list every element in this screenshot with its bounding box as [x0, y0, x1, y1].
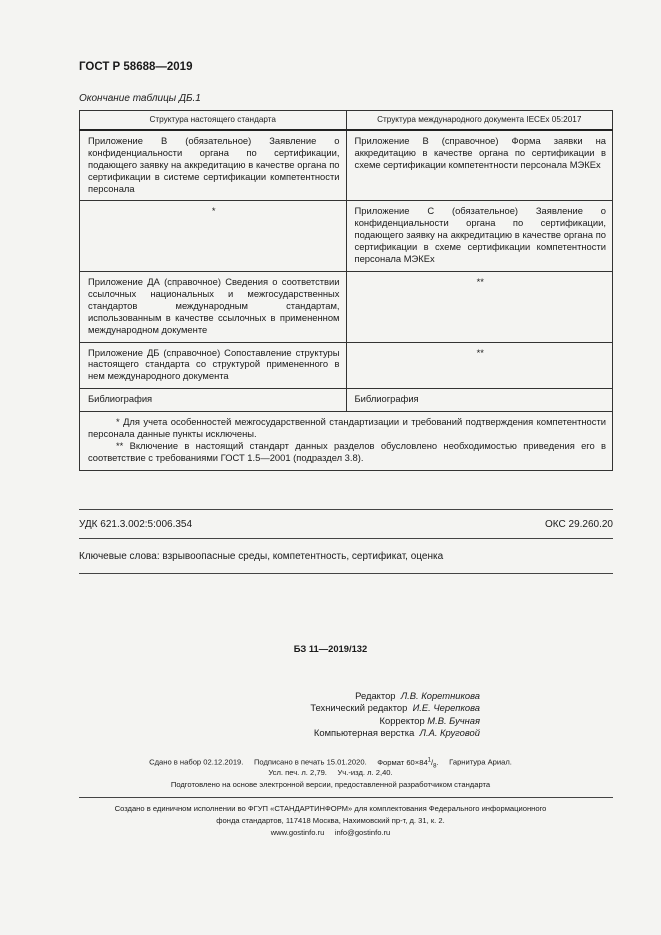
format-frac-num: 1	[427, 757, 432, 763]
credit-role: Технический редактор	[310, 702, 408, 714]
credit-line	[180, 690, 480, 702]
format-frac-den: 8	[433, 763, 437, 770]
comparison-table	[79, 110, 613, 471]
table-cell: Библиография	[80, 389, 347, 412]
column-header: Структура настоящего стандарта	[80, 111, 347, 130]
table-cell: Приложение В (обязательное) Заявление о конфиденциальности органа по сертификации, подающего заявку на аккредитацию в качестве органа по сертификации в системе сертификации компетентности персонала	[80, 130, 347, 201]
imprint-sdano: Сдано в набор 02.12.2019.	[149, 757, 244, 767]
divider	[79, 573, 613, 574]
credit-role: Корректор	[379, 714, 425, 726]
bz-number: БЗ 11—2019/132	[293, 643, 368, 654]
table-notes	[80, 412, 613, 471]
credit-line	[180, 702, 480, 714]
credits-block	[180, 690, 480, 740]
imprint-garnitura: Гарнитура Ариал.	[449, 757, 512, 767]
table-notes-row	[80, 412, 613, 471]
divider	[79, 538, 613, 539]
table-cell: Приложение ДБ (справочное) Сопоставление структуры настоящего стандарта со структурой примененного в нем международного документа	[80, 342, 347, 389]
table-cell: Приложение С (обязательное) Заявление о конфиденциальности органа по сертификации, подающего заявку на аккредитацию в качестве органа по сертификации в схеме сертификации компетентности персонала МЭКЕх	[346, 201, 613, 272]
credit-line	[180, 727, 480, 739]
imprint-format: Формат $60\times 84^1/_8$.	[377, 757, 439, 770]
imprint-prepared: Подготовлено на основе электронной версии, предоставленной разработчиком стандарта	[170, 780, 491, 789]
imprint-line	[0, 767, 661, 779]
oks-code: ОКС 29.260.20	[545, 519, 613, 530]
credit-line	[180, 715, 480, 727]
table-row	[80, 271, 613, 342]
credit-role: Редактор	[355, 690, 396, 701]
imprint-podpisano: Подписано в печать 15.01.2020.	[253, 757, 367, 767]
footer-contacts	[0, 827, 661, 839]
column-header: Структура международного документа IECEx 05:2017	[346, 111, 613, 130]
table-row	[80, 130, 613, 201]
email-link[interactable]: info@gostinfo.ru	[334, 828, 391, 837]
website-link[interactable]: www.gostinfo.ru	[270, 828, 325, 837]
udk-code: УДК 621.3.002:5:006.354	[79, 519, 193, 530]
table-cell: **	[346, 342, 613, 389]
table-cell: Приложение ДА (справочное) Сведения о соответствии ссылочных национальных и межгосударственных стандартов международным стандартам, использованным в качестве ссылочных в примененном международном документе	[80, 271, 347, 342]
table-row	[80, 342, 613, 389]
table-header-row	[80, 111, 613, 130]
credit-name: Л.В. Коретникова	[400, 690, 480, 701]
divider	[79, 797, 613, 798]
format-value: Формат 60×84	[377, 757, 428, 767]
table-note: * Для учета особенностей межгосударственной стандартизации и требований подтверждения компетентности персонала данные пункты исключены.	[88, 416, 606, 440]
table-cell: Приложение В (справочное) Форма заявки на аккредитацию в качестве органа по сертификации в схеме сертификации компетентности персонала МЭКЕх	[346, 130, 613, 201]
table-cell: Библиография	[346, 389, 613, 412]
document-header: ГОСТ Р 58688—2019	[79, 61, 193, 73]
table-cell: **	[346, 271, 613, 342]
table-row	[80, 389, 613, 412]
credit-name: М.В. Бучная	[427, 714, 480, 726]
keywords: Ключевые слова: взрывоопасные среды, компетентность, сертификат, оценка	[79, 551, 444, 562]
table-row	[80, 201, 613, 272]
footer-created: Создано в единичном исполнении во ФГУП «СТАНДАРТИНФОРМ» для комплектования Федерального информационного	[114, 804, 547, 813]
footer-fond: фонда стандартов, 117418 Москва, Нахимовский пр-т, д. 31, к. 2.	[216, 816, 445, 825]
divider	[79, 509, 613, 510]
credit-name: Л.А. Круговой	[419, 727, 480, 739]
table-note: ** Включение в настоящий стандарт данных разделов обусловлено необходимостью приведения его в соответствие с требованиями ГОСТ 1.5—2001 (подраздел 3.8).	[88, 439, 606, 463]
imprint-uch: Уч.-изд. л. 2,40.	[337, 768, 393, 777]
credit-role: Компьютерная верстка	[313, 727, 415, 739]
credit-name: И.Е. Черепкова	[412, 702, 480, 714]
table-caption: Окончание таблицы ДБ.1	[79, 93, 201, 104]
imprint-usl: Усл. печ. л. 2,79.	[268, 768, 327, 777]
table-cell: *	[80, 201, 347, 272]
